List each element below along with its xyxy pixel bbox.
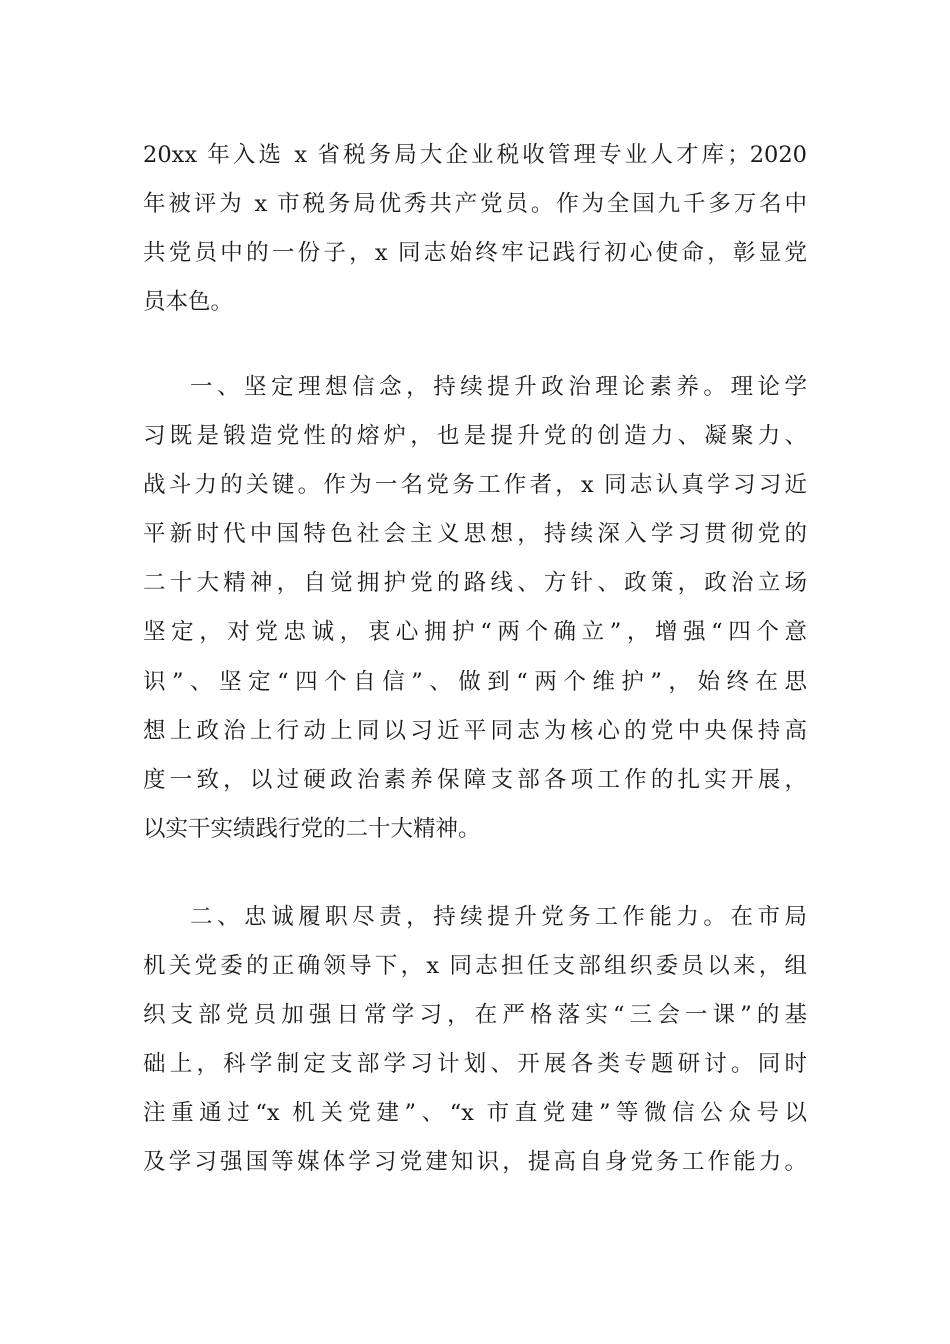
- text-line: 度一致，以过硬政治素养保障支部各项工作的扎实开展，: [143, 767, 807, 793]
- text-line: 机关党委的正确领导下，x 同志担任支部组织委员以来，组: [143, 952, 807, 979]
- text-line: 注重通过“x 机关党建”、“x 市直党建”等微信公众号以: [143, 1100, 807, 1127]
- text-line: 织支部党员加强日常学习，在严格落实“三会一课”的基: [143, 1001, 807, 1028]
- text-line: 一、坚定理想信念，持续提升政治理论素养。理论学: [190, 373, 807, 400]
- text-line: 及学习强国等媒体学习党建知识，提高自身党务工作能力。: [143, 1149, 807, 1176]
- text-line: 平新时代中国特色社会主义思想，持续深入学习贯彻党的: [143, 521, 807, 548]
- text-line: 共党员中的一份子，x 同志始终牢记践行初心使命，彰显党: [143, 239, 807, 266]
- text-line: 习既是锻造党性的熔炉，也是提升党的创造力、凝聚力、: [143, 422, 807, 449]
- text-line: 战斗力的关键。作为一名党务工作者，x 同志认真学习习近: [143, 471, 807, 498]
- text-line: 坚定，对党忠诚，衷心拥护“两个确立”，增强“四个意: [143, 619, 807, 646]
- text-line: 员本色。: [143, 289, 234, 316]
- paragraph-3: [143, 893, 807, 1188]
- paragraph-1: [143, 131, 807, 328]
- text-line: 年被评为 x 市税务局优秀共产党员。作为全国九千多万名中: [143, 190, 807, 217]
- text-line: 想上政治上行动上同以习近平同志为核心的党中央保持高: [143, 717, 807, 744]
- text-line: 二十大精神，自觉拥护党的路线、方针、政策，政治立场: [143, 570, 807, 597]
- text-line: 础上，科学制定支部学习计划、开展各类专题研讨。同时: [143, 1051, 807, 1078]
- text-line: 20xx 年入选 x 省税务局大企业税收管理专业人才库；2020: [143, 141, 807, 168]
- text-line: 二、忠诚履职尽责，持续提升党务工作能力。在市局: [190, 903, 807, 930]
- paragraph-2: [143, 363, 807, 855]
- text-line: 识”、坚定“四个自信”、做到“两个维护”，始终在思: [143, 668, 807, 695]
- text-line: 以实干实绩践行党的二十大精神。: [143, 816, 481, 843]
